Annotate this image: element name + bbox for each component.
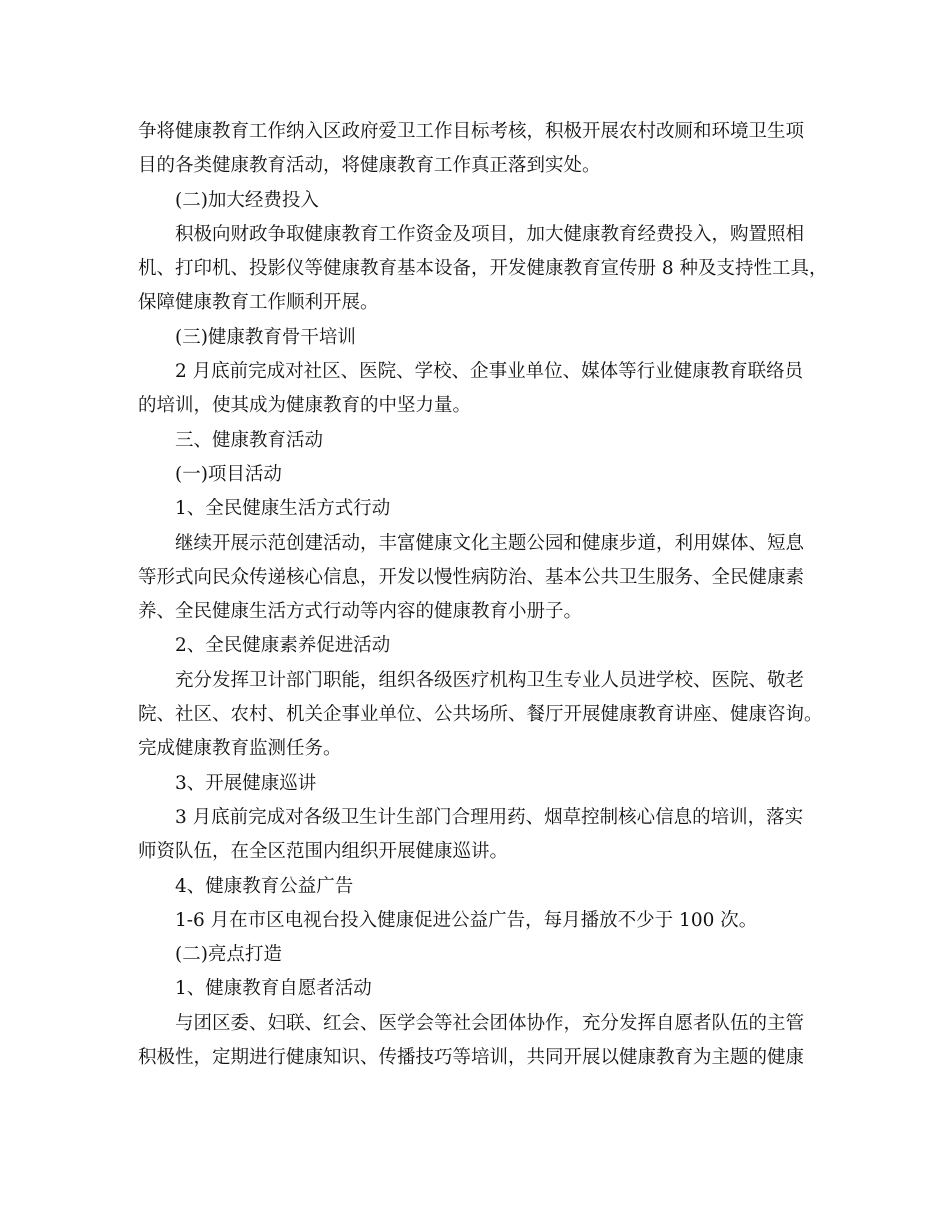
paragraph-line: 目的各类健康教育活动，将健康教育工作真正落到实处。 xyxy=(138,155,601,177)
paragraph-line: 积极性，定期进行健康知识、传播技巧等培训，共同开展以健康教育为主题的健康 xyxy=(138,1047,805,1069)
section-heading: 1、全民健康生活方式行动 xyxy=(175,498,391,520)
paragraph-line: 1-6 月在市区电视台投入健康促进公益广告，每月播放不少于 100 次。 xyxy=(175,909,758,931)
paragraph-line: 3 月底前完成对各级卫生计生部门合理用药、烟草控制核心信息的培训，落实 xyxy=(175,806,804,828)
paragraph-line: 养、全民健康生活方式行动等内容的健康教育小册子。 xyxy=(138,601,583,623)
paragraph-line: 2 月底前完成对社区、医院、学校、企事业单位、媒体等行业健康教育联络员 xyxy=(175,361,804,383)
paragraph-line: 机、打印机、投影仪等健康教育基本设备，开发健康教育宣传册 8 种及支持性工具， xyxy=(138,258,828,280)
paragraph-line: 与团区委、妇联、红会、医学会等社会团体协作，充分发挥自愿者队伍的主管 xyxy=(175,1012,805,1034)
paragraph-line: 充分发挥卫计部门职能，组织各级医疗机构卫生专业人员进学校、医院、敬老 xyxy=(175,669,805,691)
section-heading: 三、健康教育活动 xyxy=(175,429,324,451)
paragraph-line: 争将健康教育工作纳入区政府爱卫工作目标考核，积极开展农村改厕和环境卫生项 xyxy=(138,121,805,142)
section-heading: 4、健康教育公益广告 xyxy=(175,875,354,897)
paragraph-line: 院、社区、农村、机关企事业单位、公共场所、餐厅开展健康教育讲座、健康咨询。 xyxy=(138,704,823,726)
section-heading: (一)项目活动 xyxy=(175,463,282,485)
section-heading: (二)加大经费投入 xyxy=(175,189,319,211)
section-heading: 1、健康教育自愿者活动 xyxy=(175,978,372,1000)
paragraph-line: 保障健康教育工作顺利开展。 xyxy=(138,292,379,314)
paragraph-line: 师资队伍，在全区范围内组织开展健康巡讲。 xyxy=(138,841,509,863)
paragraph-line: 的培训，使其成为健康教育的中坚力量。 xyxy=(138,395,472,417)
document-body xyxy=(138,115,828,1075)
paragraph-line: 积极向财政争取健康教育工作资金及项目，加大健康教育经费投入，购置照相 xyxy=(175,223,805,245)
paragraph-line: 等形式向民众传递核心信息，开发以慢性病防治、基本公共卫生服务、全民健康素 xyxy=(138,566,805,588)
paragraph-line: 完成健康教育监测任务。 xyxy=(138,738,342,760)
section-heading: (三)健康教育骨干培训 xyxy=(175,326,356,348)
paragraph-line: 继续开展示范创建活动，丰富健康文化主题公园和健康步道，利用媒体、短息 xyxy=(175,532,805,554)
section-heading: 2、全民健康素养促进活动 xyxy=(175,635,391,657)
section-heading: 3、开展健康巡讲 xyxy=(175,772,317,794)
section-heading: (二)亮点打造 xyxy=(175,944,282,966)
